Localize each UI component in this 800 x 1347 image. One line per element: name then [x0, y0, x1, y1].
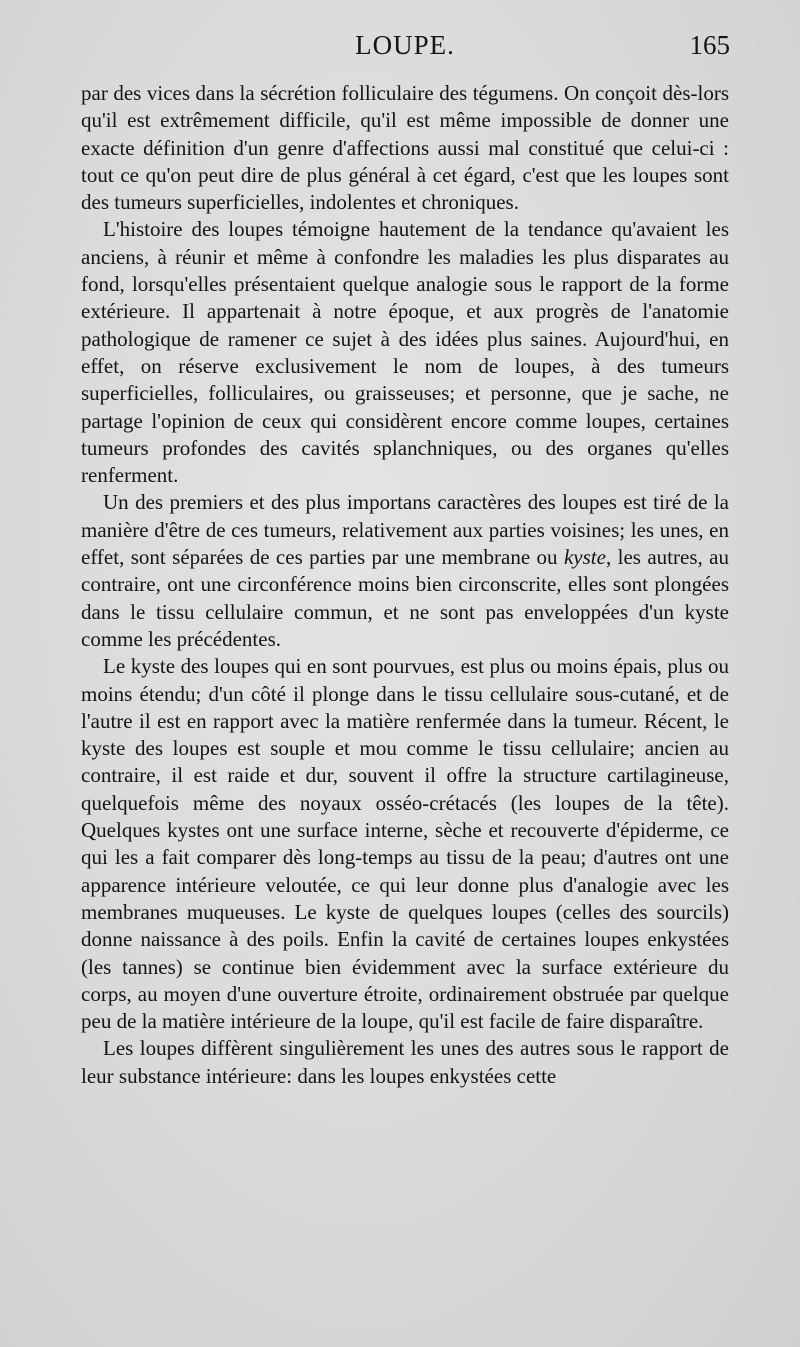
page-header [80, 30, 730, 70]
paragraph-3-start: Un des premiers et des plus importans caractères des loupes est tiré de la manière d'être de ces tumeurs, relativement aux parties voisines; les unes, en effet, sont séparées de ces parties par une membrane ou [81, 490, 729, 570]
paragraph-2: L'histoire des loupes témoigne hautement de la tendance qu'avaient les anciens, à réunir et même à confondre les maladies les plus disparates au fond, lorsqu'elles présentaient quelque analogie sous le rapport de la forme extérieure. Il appartenait à notre époque, et aux progrès de l'anatomie pathologique de ramener ce sujet à des idées plus saines. Aujourd'hui, en effet, on réserve exclusivement le nom de loupes, à des tumeurs superficielles, folliculaires, ou graisseuses; et personne, que je sache, ne partage l'opinion de ceux qui considèrent encore comme loupes, certaines tumeurs profondes des cavités splanchniques, ou des organes qu'elles renferment. [81, 217, 729, 488]
page-number: 165 [689, 30, 730, 60]
paragraph-5: Les loupes diffèrent singulièrement les unes des autres sous le rapport de leur substance intérieure: dans les loupes enkystées cette [81, 1036, 729, 1088]
paragraph-3-end: , les autres, au contraire, ont une circonférence moins bien circonscrite, elles sont plongées dans le tissu cellulaire commun, et ne sont pas enveloppées d'un kyste comme les précédentes. [81, 545, 729, 651]
paragraph-3 [81, 489, 729, 653]
kyste-emphasis: kyste [563, 545, 606, 570]
body-text [81, 80, 729, 1090]
running-title: LOUPE. [355, 30, 455, 60]
paragraph-1: par des vices dans la sécrétion folliculaire des tégumens. On conçoit dès-lors qu'il est extrêmement difficile, qu'il est même impossible de donner une exacte définition d'un genre d'affections aussi mal constitué que celui-ci : tout ce qu'on peut dire de plus général à cet égard, c'est que les loupes sont des tumeurs superficielles, indolentes et chroniques. [81, 81, 729, 215]
paragraph-4: Le kyste des loupes qui en sont pourvues, est plus ou moins épais, plus ou moins étendu; d'un côté il plonge dans le tissu cellulaire sous-cutané, et de l'autre il est en rapport avec la matière renfermée dans la tumeur. Récent, le kyste des loupes est souple et mou comme le tissu cellulaire; ancien au contraire, il est raide et dur, souvent il offre la structure cartilagineuse, quelquefois même des noyaux osséo-crétacés (les loupes de la tête). Quelques kystes ont une surface interne, sèche et recouverte d'épiderme, ce qui les a fait comparer dès long-temps au tissu de la peau; d'autres ont une apparence intérieure veloutée, ce qui leur donne plus d'analogie avec les membranes muqueuses. Le kyste de quelques loupes (celles des sourcils) donne naissance à des poils. Enfin la cavité de certaines loupes enkystées (les tannes) se continue bien évidemment avec la surface extérieure du corps, au moyen d'une ouverture étroite, ordinairement obstruée par quelque peu de la matière intérieure de la loupe, qu'il est facile de faire disparaître. [81, 654, 729, 1034]
